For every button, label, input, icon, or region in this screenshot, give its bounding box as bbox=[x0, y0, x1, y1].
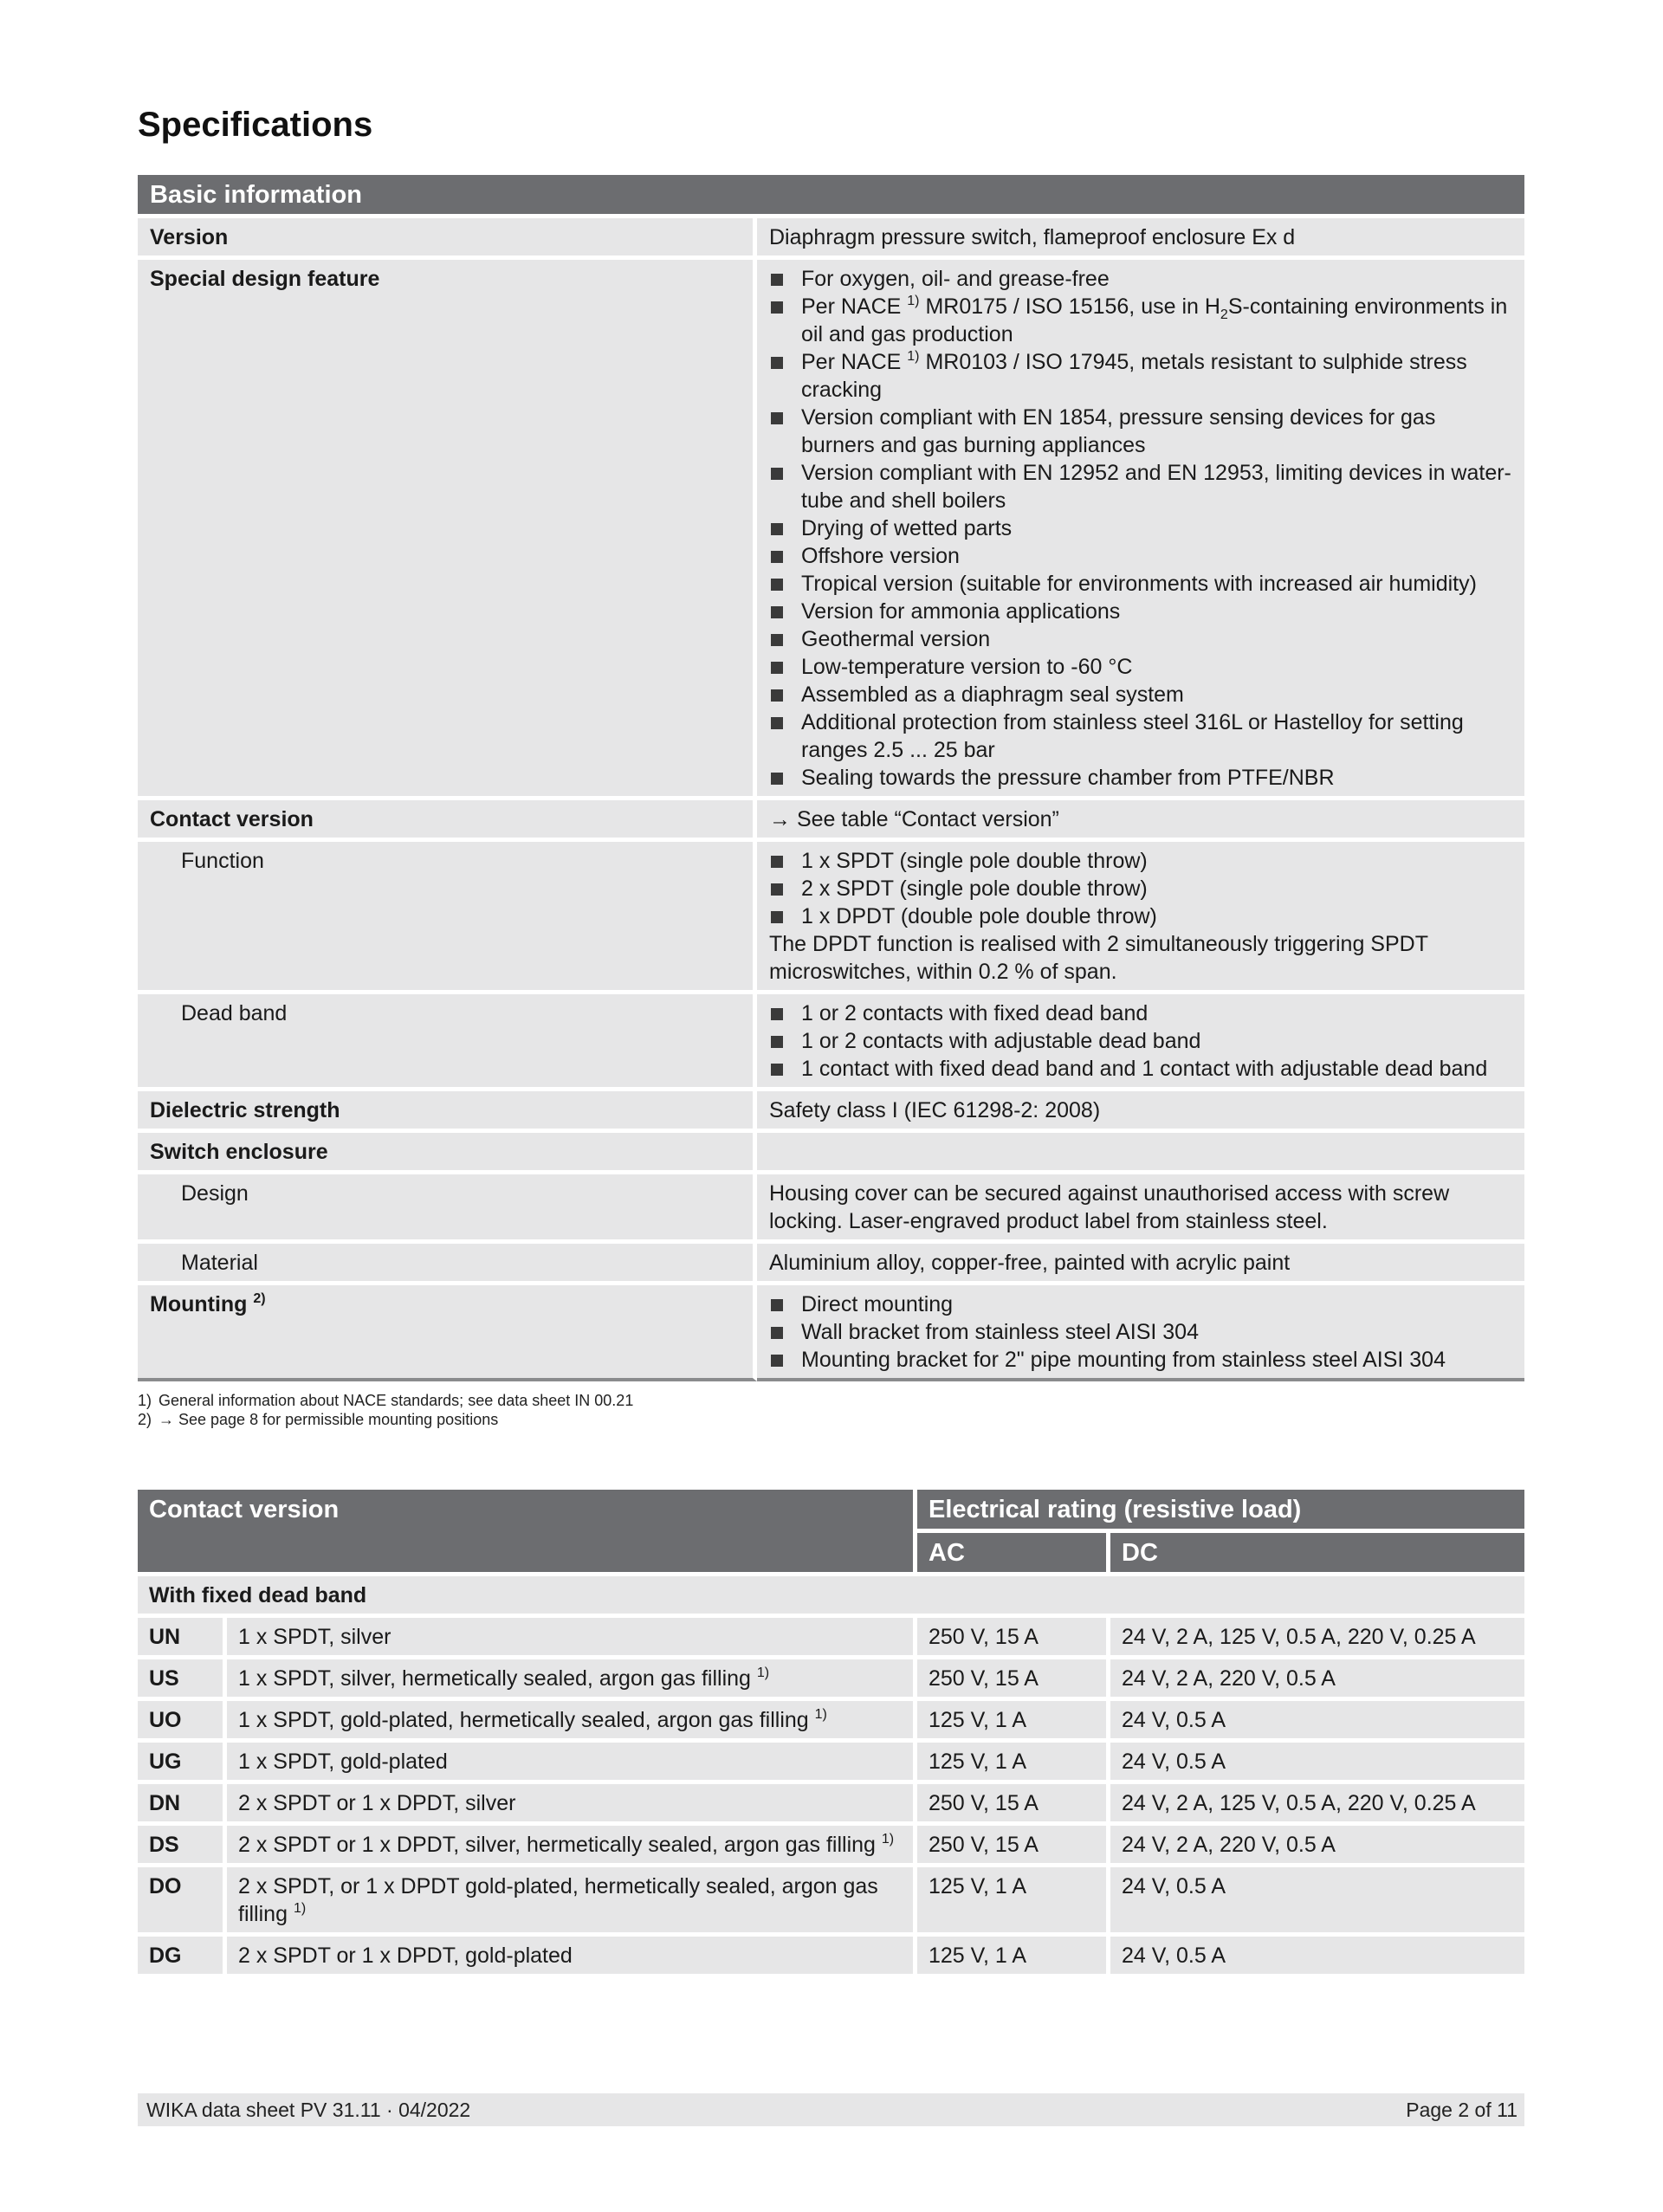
row-ac-rating: 250 V, 15 A bbox=[917, 1618, 1110, 1659]
row-description bbox=[227, 1743, 917, 1784]
list-item: Wall bracket from stainless steel AISI 304 bbox=[769, 1318, 1512, 1346]
table-row bbox=[138, 1174, 1524, 1244]
footnote bbox=[138, 1410, 633, 1429]
page-footer bbox=[138, 2093, 1524, 2126]
row-label-dead-band: Dead band bbox=[138, 994, 757, 1091]
row-dc-rating: 24 V, 2 A, 125 V, 0.5 A, 220 V, 0.25 A bbox=[1110, 1784, 1524, 1826]
row-ac-rating: 125 V, 1 A bbox=[917, 1743, 1110, 1784]
table-row bbox=[138, 1784, 1524, 1826]
row-code: DS bbox=[138, 1826, 227, 1867]
list-item: Geothermal version bbox=[769, 625, 1512, 653]
list-item: For oxygen, oil- and grease-free bbox=[769, 265, 1512, 293]
row-label-dielectric: Dielectric strength bbox=[138, 1091, 757, 1133]
table-row bbox=[138, 1867, 1524, 1937]
list-item: Assembled as a diaphragm seal system bbox=[769, 681, 1512, 708]
text-fragment: MR0103 / ISO 17945, metals resistant to sulphide stress cracking bbox=[801, 350, 1467, 402]
footer-doc-ref: WIKA data sheet PV 31.11 · 04/2022 bbox=[146, 2099, 471, 2121]
list-item: Tropical version (suitable for environments with increased air humidity) bbox=[769, 570, 1512, 598]
row-value-version: Diaphragm pressure switch, flameproof enclosure Ex d bbox=[757, 218, 1524, 260]
mounting-label-text: Mounting bbox=[150, 1292, 248, 1316]
row-dc-rating: 24 V, 2 A, 220 V, 0.5 A bbox=[1110, 1659, 1524, 1701]
row-value-contact-version: → See table “Contact version” bbox=[757, 800, 1524, 842]
row-description bbox=[227, 1618, 917, 1659]
function-note: The DPDT function is realised with 2 simultaneously triggering SPDT microswitches, within 0.2 % of span. bbox=[769, 932, 1428, 984]
header-contact-version: Contact version bbox=[138, 1490, 917, 1576]
table-header-row bbox=[138, 175, 1524, 218]
list-item: 1 x DPDT (double pole double throw) bbox=[769, 902, 1512, 930]
row-dc-rating: 24 V, 0.5 A bbox=[1110, 1867, 1524, 1937]
description-text: 1 x SPDT, silver, hermetically sealed, argon gas filling bbox=[238, 1666, 751, 1691]
row-code: DO bbox=[138, 1867, 227, 1937]
function-list bbox=[769, 847, 1512, 930]
row-value-material: Aluminium alloy, copper-free, painted with acrylic paint bbox=[757, 1244, 1524, 1285]
row-description bbox=[227, 1826, 917, 1867]
list-item: Version compliant with EN 12952 and EN 12953, limiting devices in water-tube and shell boilers bbox=[769, 459, 1512, 514]
text-fragment: MR0175 / ISO 15156, use in H bbox=[919, 294, 1220, 319]
row-code: UO bbox=[138, 1701, 227, 1743]
row-label-function: Function bbox=[138, 842, 757, 994]
footnote-ref: 1) bbox=[907, 294, 920, 308]
row-value-special-design bbox=[757, 260, 1524, 800]
table-row bbox=[138, 1937, 1524, 1978]
basic-information-table bbox=[138, 175, 1524, 1381]
footnote-ref: 1) bbox=[814, 1707, 827, 1722]
footer-page-number: Page 2 of 11 bbox=[1406, 2099, 1517, 2121]
row-label-version: Version bbox=[138, 218, 757, 260]
row-value-switch-enclosure bbox=[757, 1133, 1524, 1174]
table-row bbox=[138, 1659, 1524, 1701]
row-value-mounting bbox=[757, 1285, 1524, 1381]
list-item: Sealing towards the pressure chamber from PTFE/NBR bbox=[769, 764, 1512, 792]
row-description bbox=[227, 1701, 917, 1743]
row-code: DN bbox=[138, 1784, 227, 1826]
list-item: 1 or 2 contacts with fixed dead band bbox=[769, 999, 1512, 1027]
mounting-list bbox=[769, 1290, 1512, 1374]
row-ac-rating: 250 V, 15 A bbox=[917, 1784, 1110, 1826]
list-item: 1 contact with fixed dead band and 1 contact with adjustable dead band bbox=[769, 1055, 1512, 1083]
row-value-design: Housing cover can be secured against unauthorised access with screw locking. Laser-engraved product label from stainless steel. bbox=[757, 1174, 1524, 1244]
row-code: UG bbox=[138, 1743, 227, 1784]
row-value-dielectric: Safety class I (IEC 61298-2: 2008) bbox=[757, 1091, 1524, 1133]
description-text: 2 x SPDT, or 1 x DPDT gold-plated, hermetically sealed, argon gas filling bbox=[238, 1874, 878, 1926]
row-description bbox=[227, 1784, 917, 1826]
text-fragment: S-containing environments in oil and gas production bbox=[801, 294, 1508, 346]
table-row bbox=[138, 260, 1524, 800]
row-code: US bbox=[138, 1659, 227, 1701]
row-code: DG bbox=[138, 1937, 227, 1978]
row-dc-rating: 24 V, 2 A, 125 V, 0.5 A, 220 V, 0.25 A bbox=[1110, 1618, 1524, 1659]
footnote-number: 1) bbox=[138, 1392, 152, 1409]
row-value-dead-band bbox=[757, 994, 1524, 1091]
subscript: 2 bbox=[1220, 307, 1228, 322]
table-row bbox=[138, 1743, 1524, 1784]
footnote bbox=[138, 1391, 633, 1410]
table-row bbox=[138, 1091, 1524, 1133]
list-item: 1 x SPDT (single pole double throw) bbox=[769, 847, 1512, 875]
row-ac-rating: 125 V, 1 A bbox=[917, 1937, 1110, 1978]
contact-version-table bbox=[138, 1490, 1524, 1978]
row-label-mounting bbox=[138, 1285, 757, 1381]
dead-band-list bbox=[769, 999, 1512, 1083]
text-fragment: Per NACE bbox=[801, 294, 908, 319]
description-text: 2 x SPDT or 1 x DPDT, silver, hermetically sealed, argon gas filling bbox=[238, 1833, 876, 1857]
row-ac-rating: 125 V, 1 A bbox=[917, 1701, 1110, 1743]
list-item: 1 or 2 contacts with adjustable dead band bbox=[769, 1027, 1512, 1055]
footnote-ref: 1) bbox=[907, 349, 920, 364]
list-item bbox=[769, 348, 1512, 404]
list-item: Direct mounting bbox=[769, 1290, 1512, 1318]
row-label-design: Design bbox=[138, 1174, 757, 1244]
footnote-text: → See page 8 for permissible mounting positions bbox=[159, 1411, 499, 1428]
contact-rows bbox=[138, 1618, 1524, 1978]
table-row bbox=[138, 1244, 1524, 1285]
list-item: Drying of wetted parts bbox=[769, 514, 1512, 542]
page-title: Specifications bbox=[138, 106, 373, 144]
list-item: Additional protection from stainless steel 316L or Hastelloy for setting ranges 2.5 ... 25 bar bbox=[769, 708, 1512, 764]
basic-information-header: Basic information bbox=[138, 175, 1524, 218]
list-item: Version compliant with EN 1854, pressure sensing devices for gas burners and gas burning appliances bbox=[769, 404, 1512, 459]
row-label-switch-enclosure: Switch enclosure bbox=[138, 1133, 757, 1174]
row-description bbox=[227, 1659, 917, 1701]
row-dc-rating: 24 V, 0.5 A bbox=[1110, 1701, 1524, 1743]
header-ac: AC bbox=[917, 1533, 1110, 1576]
header-dc: DC bbox=[1110, 1533, 1524, 1576]
description-text: 1 x SPDT, gold-plated, hermetically sealed, argon gas filling bbox=[238, 1708, 809, 1732]
description-text: 1 x SPDT, gold-plated bbox=[238, 1750, 448, 1774]
row-dc-rating: 24 V, 0.5 A bbox=[1110, 1937, 1524, 1978]
footnote-number: 2) bbox=[138, 1411, 152, 1428]
text-fragment: Per NACE bbox=[801, 350, 908, 374]
row-label-special-design: Special design feature bbox=[138, 260, 757, 800]
header-electrical-rating: Electrical rating (resistive load) bbox=[917, 1490, 1524, 1533]
group-label: With fixed dead band bbox=[138, 1576, 1524, 1618]
row-ac-rating: 125 V, 1 A bbox=[917, 1867, 1110, 1937]
table-row bbox=[138, 1285, 1524, 1381]
row-value-function bbox=[757, 842, 1524, 994]
table-row bbox=[138, 1618, 1524, 1659]
row-label-contact-version: Contact version bbox=[138, 800, 757, 842]
description-text: 2 x SPDT or 1 x DPDT, gold-plated bbox=[238, 1944, 573, 1968]
footnote-ref: 1) bbox=[756, 1665, 770, 1680]
table-row bbox=[138, 842, 1524, 994]
table-row bbox=[138, 1133, 1524, 1174]
list-item: 2 x SPDT (single pole double throw) bbox=[769, 875, 1512, 902]
footnote-text: General information about NACE standards; see data sheet IN 00.21 bbox=[159, 1392, 634, 1409]
list-item: Low-temperature version to -60 °C bbox=[769, 653, 1512, 681]
list-item bbox=[769, 293, 1512, 348]
footnotes bbox=[138, 1391, 633, 1429]
table-header-row bbox=[138, 1490, 1524, 1533]
row-ac-rating: 250 V, 15 A bbox=[917, 1826, 1110, 1867]
table-row bbox=[138, 1701, 1524, 1743]
row-ac-rating: 250 V, 15 A bbox=[917, 1659, 1110, 1701]
list-item: Mounting bracket for 2" pipe mounting from stainless steel AISI 304 bbox=[769, 1346, 1512, 1374]
row-code: UN bbox=[138, 1618, 227, 1659]
special-design-list bbox=[769, 265, 1512, 792]
row-description bbox=[227, 1937, 917, 1978]
row-label-material: Material bbox=[138, 1244, 757, 1285]
table-group-row bbox=[138, 1576, 1524, 1618]
table-row bbox=[138, 1826, 1524, 1867]
footnote-ref: 1) bbox=[881, 1832, 895, 1847]
footnote-ref: 2) bbox=[253, 1291, 266, 1306]
table-row bbox=[138, 994, 1524, 1091]
row-dc-rating: 24 V, 0.5 A bbox=[1110, 1743, 1524, 1784]
footnote-ref: 1) bbox=[293, 1901, 307, 1916]
row-description bbox=[227, 1867, 917, 1937]
list-item: Version for ammonia applications bbox=[769, 598, 1512, 625]
table-row bbox=[138, 218, 1524, 260]
table-row bbox=[138, 800, 1524, 842]
list-item: Offshore version bbox=[769, 542, 1512, 570]
row-dc-rating: 24 V, 2 A, 220 V, 0.5 A bbox=[1110, 1826, 1524, 1867]
description-text: 1 x SPDT, silver bbox=[238, 1625, 391, 1649]
description-text: 2 x SPDT or 1 x DPDT, silver bbox=[238, 1791, 516, 1815]
